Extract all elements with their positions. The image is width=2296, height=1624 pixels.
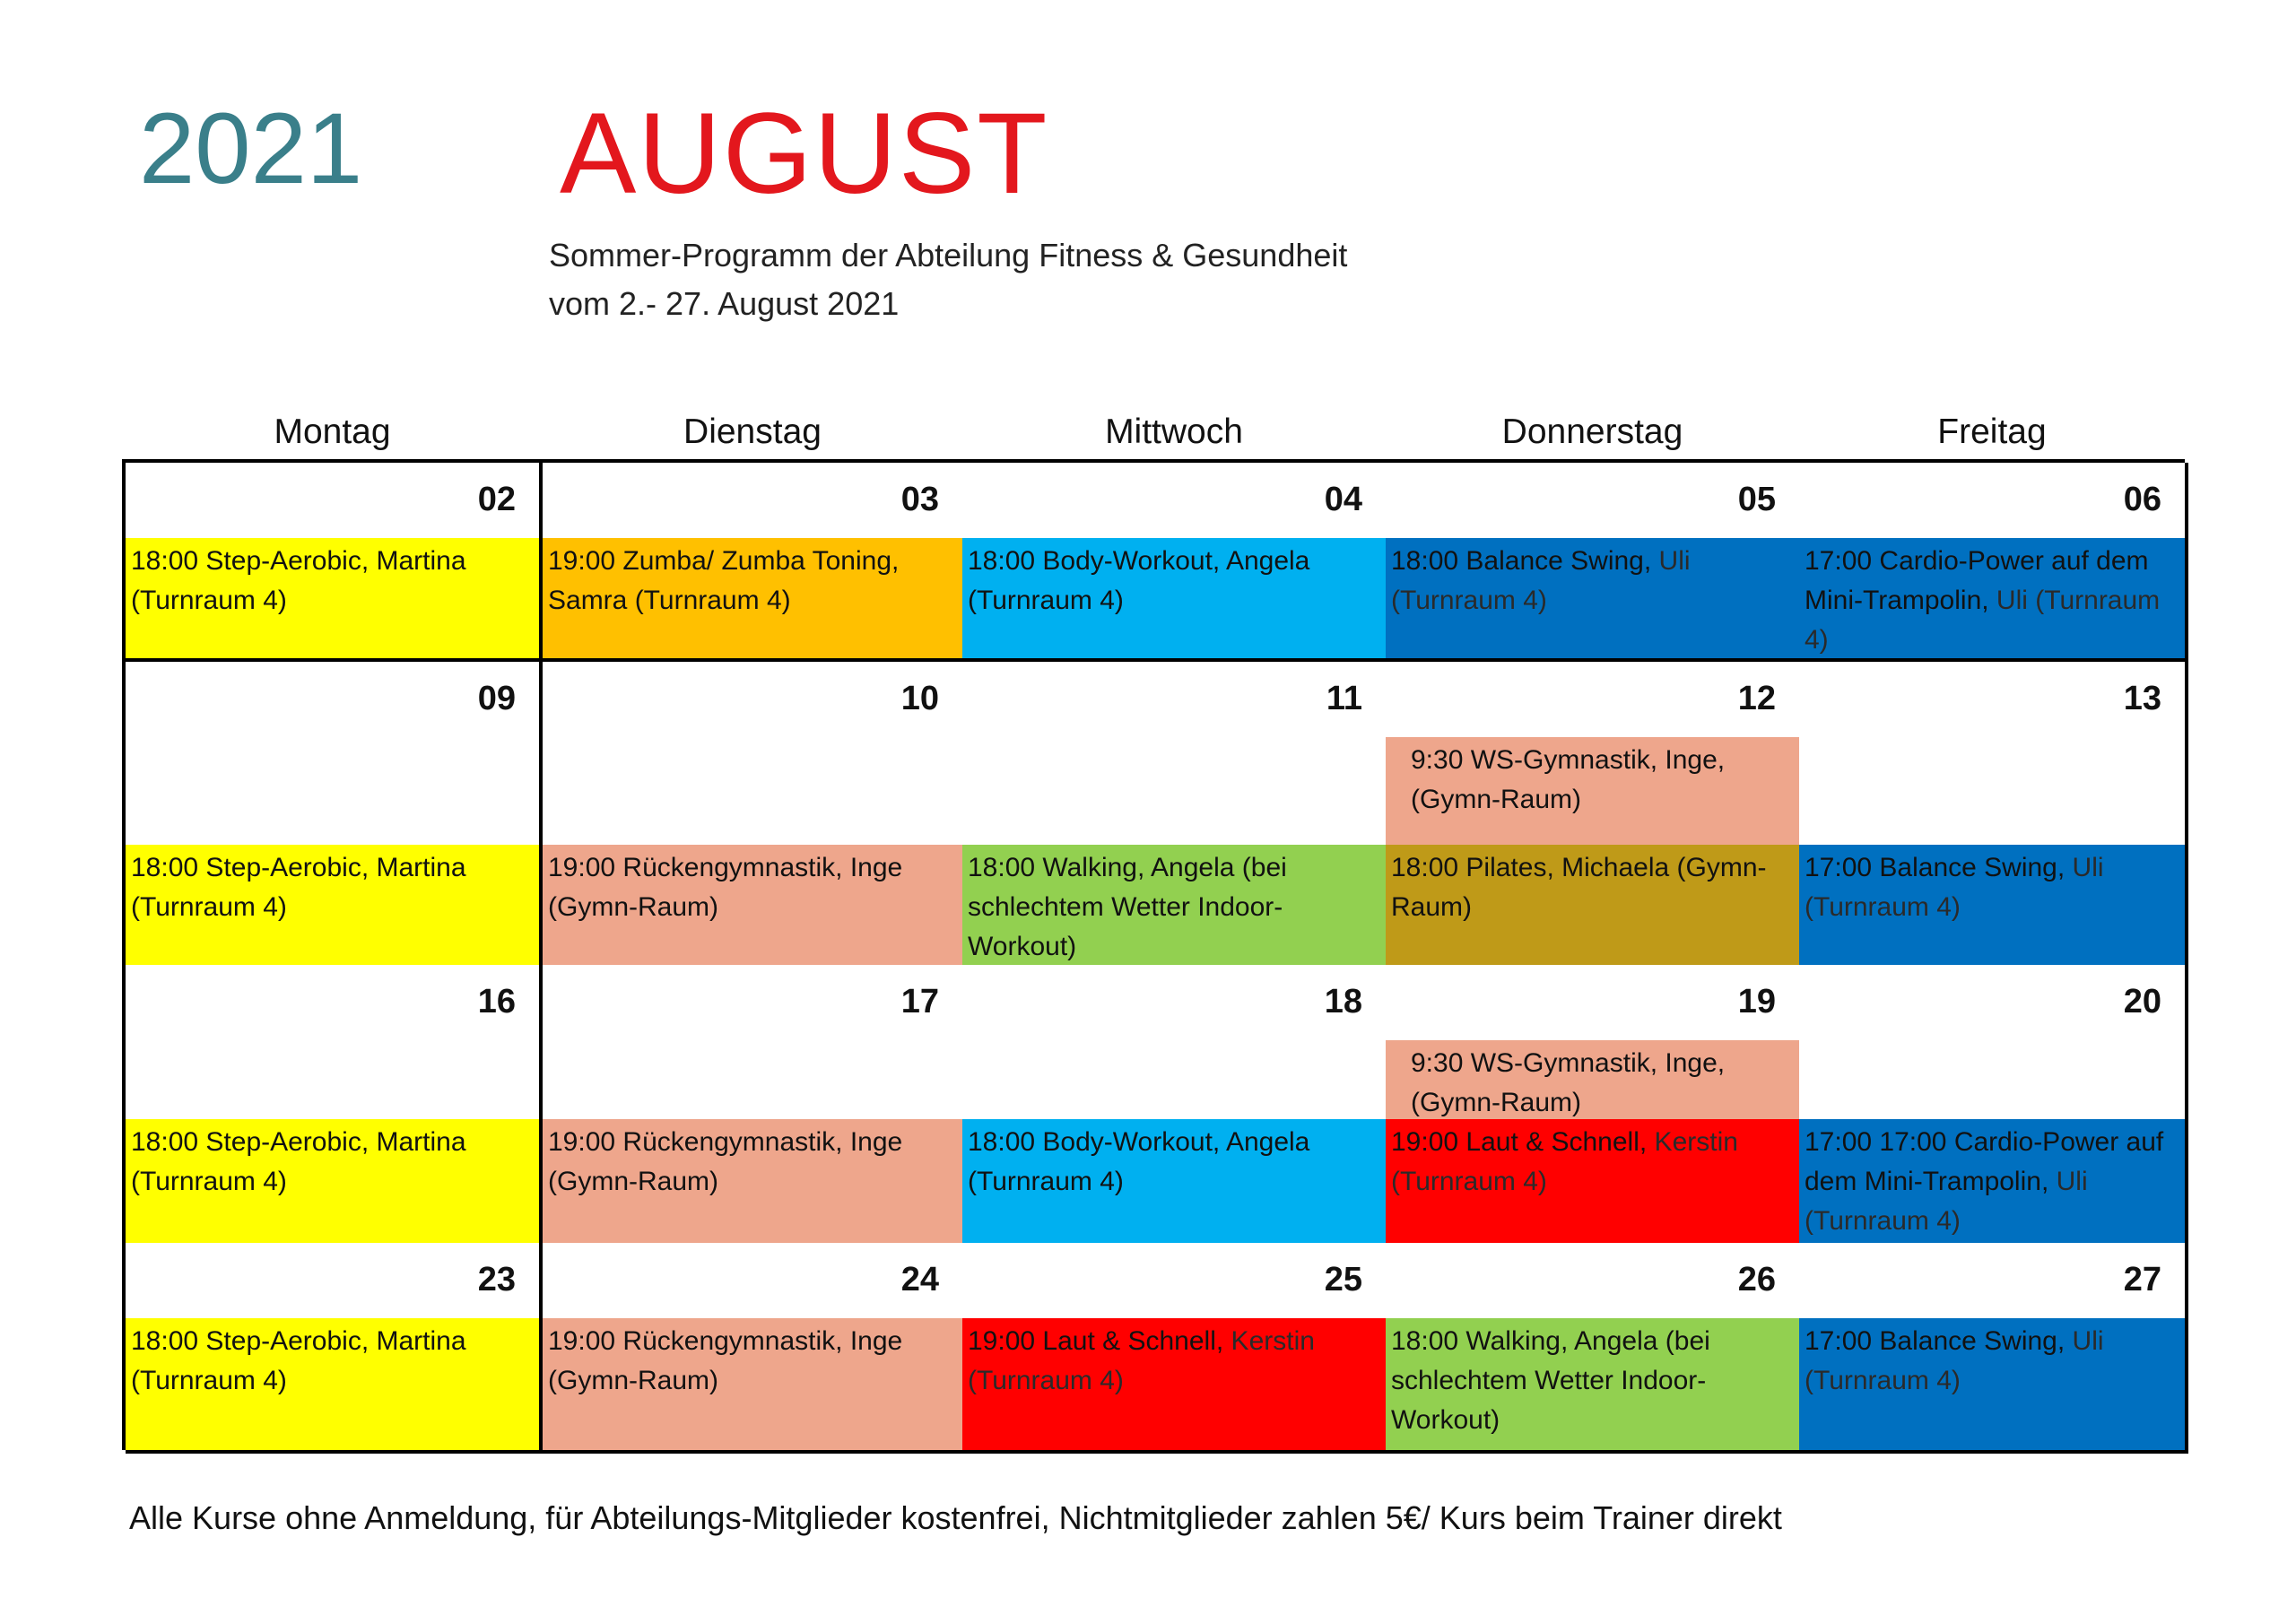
course-time-title: 19:00 Rückengymnastik, <box>548 853 843 882</box>
course-trainer-room: Angela (Turnraum 4) <box>968 546 1310 615</box>
course-time-title: 18:00 Body-Workout, <box>968 1127 1221 1157</box>
course-trainer-room: Martina (Turnraum 4) <box>131 1127 466 1196</box>
course-time-title: 19:00 Laut & Schnell, <box>968 1326 1224 1356</box>
course-trainer-room: Inge (Gymn-Raum) <box>548 853 903 922</box>
course-time-title: 17:00 Balance Swing, <box>1805 1326 2066 1356</box>
day-number: 18 <box>1324 983 1362 1020</box>
morning-course-block <box>1386 1040 1799 1119</box>
course-trainer-room: Uli (Turnraum 4) <box>1805 1167 2088 1236</box>
day-number: 10 <box>900 680 939 717</box>
day-number: 16 <box>477 983 516 1020</box>
day-number: 02 <box>477 481 516 518</box>
course-time-title: 18:00 Step-Aerobic, <box>131 1127 370 1157</box>
day-number: 06 <box>2123 481 2161 518</box>
evening-course-block <box>1386 1119 1799 1243</box>
day-cell-03 <box>543 463 966 662</box>
day-number: 17 <box>900 983 939 1020</box>
course-trainer-room: Angela (bei schlechtem Wetter Indoor-Workout) <box>1391 1326 1710 1435</box>
day-cell-25 <box>962 1243 1389 1454</box>
course-time-title: 19:00 Rückengymnastik, <box>548 1127 843 1157</box>
day-number: 19 <box>1737 983 1776 1020</box>
day-number: 26 <box>1737 1261 1776 1298</box>
day-number: 20 <box>2123 983 2161 1020</box>
day-cell-16 <box>126 965 543 1246</box>
subtitle-line-1: Sommer-Programm der Abteilung Fitness & Gesundheit <box>549 237 1348 274</box>
day-number: 25 <box>1324 1261 1362 1298</box>
footer-note: Alle Kurse ohne Anmeldung, für Abteilungs-Mitglieder kostenfrei, Nichtmitglieder zahlen 5€/ Kurs beim Trainer direkt <box>129 1499 1782 1536</box>
course-time-title: 17:00 Cardio-Power auf dem Mini-Trampolin, <box>1805 546 2149 615</box>
day-cell-05 <box>1386 463 1803 662</box>
course-trainer-room: Uli (Turnraum 4) <box>1805 1326 2104 1395</box>
evening-course-block <box>126 538 539 658</box>
day-number: 04 <box>1324 481 1362 518</box>
day-number: 23 <box>477 1261 516 1298</box>
day-number: 11 <box>1326 680 1362 717</box>
evening-course-block <box>1799 1119 2185 1243</box>
evening-course-block <box>962 538 1386 658</box>
course-trainer-room: Angela (Turnraum 4) <box>968 1127 1310 1196</box>
weekday-montag: Montag <box>274 413 391 451</box>
day-number: 05 <box>1737 481 1776 518</box>
evening-course-block <box>543 845 962 965</box>
day-cell-11 <box>962 662 1389 968</box>
course-time-title: 18:00 Step-Aerobic, <box>131 1326 370 1356</box>
evening-course-block <box>1799 538 2185 658</box>
evening-course-block <box>962 845 1386 965</box>
day-cell-02 <box>126 463 543 662</box>
evening-course-block <box>543 538 962 658</box>
weekday-donnerstag: Donnerstag <box>1501 413 1683 451</box>
weekday-freitag: Freitag <box>1937 413 2047 451</box>
day-cell-12 <box>1386 662 1803 968</box>
evening-course-block <box>1386 845 1799 965</box>
course-trainer-room: Uli (Turnraum 4) <box>1805 853 2104 922</box>
evening-course-block <box>1799 845 2185 965</box>
weekday-header-row <box>122 405 2185 459</box>
course-trainer-room: Inge (Gymn-Raum) <box>548 1127 903 1196</box>
course-trainer-room: Kerstin (Turnraum 4) <box>968 1326 1315 1395</box>
course-time-title: 9:30 WS-Gymnastik, <box>1411 745 1658 775</box>
course-time-title: 17:00 17:00 Cardio-Power auf dem Mini-Trampolin, <box>1805 1127 2164 1196</box>
course-time-title: 18:00 Walking, <box>1391 1326 1569 1356</box>
evening-course-block <box>1799 1318 2185 1450</box>
day-number: 24 <box>900 1261 939 1298</box>
calendar-grid <box>122 459 2185 1450</box>
course-trainer-room: Martina (Turnraum 4) <box>131 546 466 615</box>
course-time-title: 19:00 Laut & Schnell, <box>1391 1127 1648 1157</box>
calendar-month: AUGUST <box>560 90 1049 218</box>
day-cell-18 <box>962 965 1389 1246</box>
day-cell-04 <box>962 463 1389 662</box>
day-cell-19 <box>1386 965 1803 1246</box>
day-number: 27 <box>2123 1261 2161 1298</box>
calendar-year: 2021 <box>139 92 363 204</box>
evening-course-block <box>543 1318 962 1450</box>
course-trainer-room: Martina (Turnraum 4) <box>131 1326 466 1395</box>
weekday-dienstag: Dienstag <box>683 413 822 451</box>
day-number: 03 <box>900 481 939 518</box>
course-time-title: 18:00 Step-Aerobic, <box>131 853 370 882</box>
evening-course-block <box>962 1318 1386 1450</box>
course-trainer-room: Angela (bei schlechtem Wetter Indoor-Workout) <box>968 853 1287 961</box>
course-time-title: 18:00 Pilates, <box>1391 853 1554 882</box>
day-cell-27 <box>1799 1243 2188 1454</box>
course-trainer-room: Kerstin (Turnraum 4) <box>1391 1127 1738 1196</box>
program-subtitle <box>549 231 1347 328</box>
day-cell-24 <box>543 1243 966 1454</box>
course-trainer-room: Inge, (Gymn-Raum) <box>1411 1048 1726 1117</box>
day-cell-09 <box>126 662 543 968</box>
evening-course-block <box>1386 1318 1799 1450</box>
day-number: 09 <box>477 680 516 717</box>
evening-course-block <box>126 1119 539 1243</box>
evening-course-block <box>126 1318 539 1450</box>
course-time-title: 18:00 Step-Aerobic, <box>131 546 370 576</box>
course-time-title: 17:00 Balance Swing, <box>1805 853 2066 882</box>
day-cell-13 <box>1799 662 2188 968</box>
course-trainer-room: Inge (Gymn-Raum) <box>548 1326 903 1395</box>
morning-course-block <box>1386 737 1799 845</box>
course-time-title: 19:00 Zumba/ Zumba Toning, <box>548 546 900 576</box>
course-trainer-room: Michaela (Gymn-Raum) <box>1391 853 1767 922</box>
evening-course-block <box>1386 538 1799 658</box>
day-cell-26 <box>1386 1243 1803 1454</box>
evening-course-block <box>543 1119 962 1243</box>
course-time-title: 19:00 Rückengymnastik, <box>548 1326 843 1356</box>
day-cell-17 <box>543 965 966 1246</box>
course-time-title: 18:00 Body-Workout, <box>968 546 1221 576</box>
day-cell-06 <box>1799 463 2188 662</box>
day-cell-10 <box>543 662 966 968</box>
course-trainer-room: Martina (Turnraum 4) <box>131 853 466 922</box>
day-cell-23 <box>126 1243 543 1454</box>
course-trainer-room: Samra (Turnraum 4) <box>548 586 791 615</box>
evening-course-block <box>126 845 539 965</box>
weekday-mittwoch: Mittwoch <box>1105 413 1243 451</box>
course-time-title: 9:30 WS-Gymnastik, <box>1411 1048 1658 1078</box>
day-number: 12 <box>1737 680 1776 717</box>
subtitle-line-2: vom 2.- 27. August 2021 <box>549 285 900 322</box>
course-trainer-room: Uli (Turnraum 4) <box>1391 546 1691 615</box>
course-trainer-room: Uli (Turnraum 4) <box>1805 586 2161 655</box>
day-number: 13 <box>2123 680 2161 717</box>
course-time-title: 18:00 Balance Swing, <box>1391 546 1652 576</box>
course-time-title: 18:00 Walking, <box>968 853 1145 882</box>
day-cell-20 <box>1799 965 2188 1246</box>
course-trainer-room: Inge, (Gymn-Raum) <box>1411 745 1726 814</box>
evening-course-block <box>962 1119 1386 1243</box>
